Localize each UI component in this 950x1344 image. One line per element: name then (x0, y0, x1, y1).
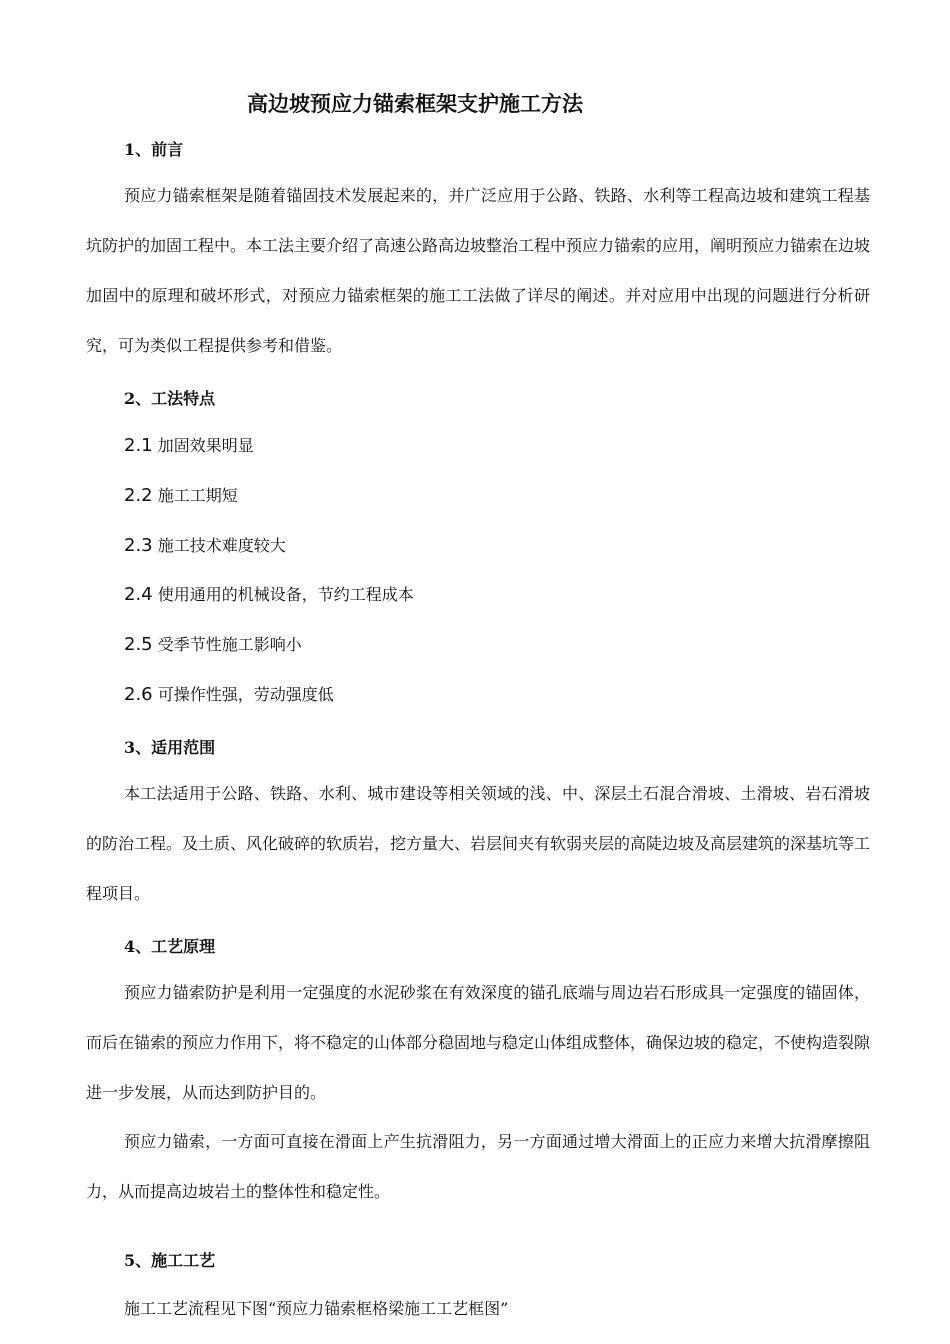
feature-item-text: 施工技术难度较大 (157, 536, 286, 555)
paragraph-scope: 本工法适用于公路、铁路、水利、城市建设等相关领域的浅、中、深层土石混合滑坡、土滑坡、岩石滑坡的防治工程。及土质、风化破碎的软质岩，挖方量大、岩层间夹有软弱夹层的高陡边坡及高层建筑的深基坑等工程项目。 (86, 784, 871, 903)
feature-item-number: 2.5 (124, 634, 153, 655)
section-heading-scope: 3、适用范围 (124, 738, 216, 757)
feature-item (124, 433, 254, 456)
feature-item-number: 2.4 (124, 584, 153, 605)
feature-item-number: 2.1 (124, 435, 153, 456)
paragraph-preface: 预应力锚索框架是随着锚固技术发展起来的，并广泛应用于公路、铁路、水利等工程高边坡和建筑工程基坑防护的加固工程中。本工法主要介绍了高速公路高边坡整治工程中预应力锚索的应用，阐明预应力锚索在边坡加固中的原理和破坏形式，对预应力锚索框架的施工工法做了详尽的阐述。并对应用中出现的问题进行分析研究，可为类似工程提供参考和借鉴。 (86, 186, 871, 355)
section-heading-features: 2、工法特点 (124, 389, 216, 408)
feature-item-text: 加固效果明显 (157, 436, 254, 455)
paragraph-principle-1: 预应力锚索防护是利用一定强度的水泥砂浆在有效深度的锚孔底端与周边岩石形成具一定强度的锚固体，而后在锚索的预应力作用下，将不稳定的山体部分稳固地与稳定山体组成整体，确保边坡的稳定，不使构造裂隙进一步发展，从而达到防护目的。 (86, 983, 871, 1102)
feature-item (124, 533, 286, 556)
feature-item-text: 施工工期短 (157, 486, 238, 505)
feature-item-text: 可操作性强，劳动强度低 (157, 685, 334, 704)
feature-item (124, 483, 238, 506)
section-heading-principle: 4、工艺原理 (124, 937, 216, 956)
feature-item (124, 682, 334, 705)
feature-item (124, 632, 302, 655)
section-heading-preface: 1、前言 (124, 140, 184, 159)
feature-item-text: 使用通用的机械设备，节约工程成本 (157, 585, 414, 604)
section-heading-process: 5、施工工艺 (124, 1251, 216, 1270)
feature-item (124, 582, 414, 605)
feature-item-number: 2.2 (124, 485, 153, 506)
paragraph-principle-2: 预应力锚索，一方面可直接在滑面上产生抗滑阻力，另一方面通过增大滑面上的正应力来增大抗滑摩擦阻力，从而提高边坡岩土的整体性和稳定性。 (86, 1132, 870, 1201)
feature-item-number: 2.3 (124, 535, 153, 556)
feature-item-text: 受季节性施工影响小 (157, 635, 302, 654)
document-title: 高边坡预应力锚索框架支护施工方法 (247, 91, 583, 116)
process-flow-text: 施工工艺流程见下图“预应力锚索框格梁施工工艺框图” (124, 1299, 509, 1318)
feature-item-number: 2.6 (124, 684, 153, 705)
